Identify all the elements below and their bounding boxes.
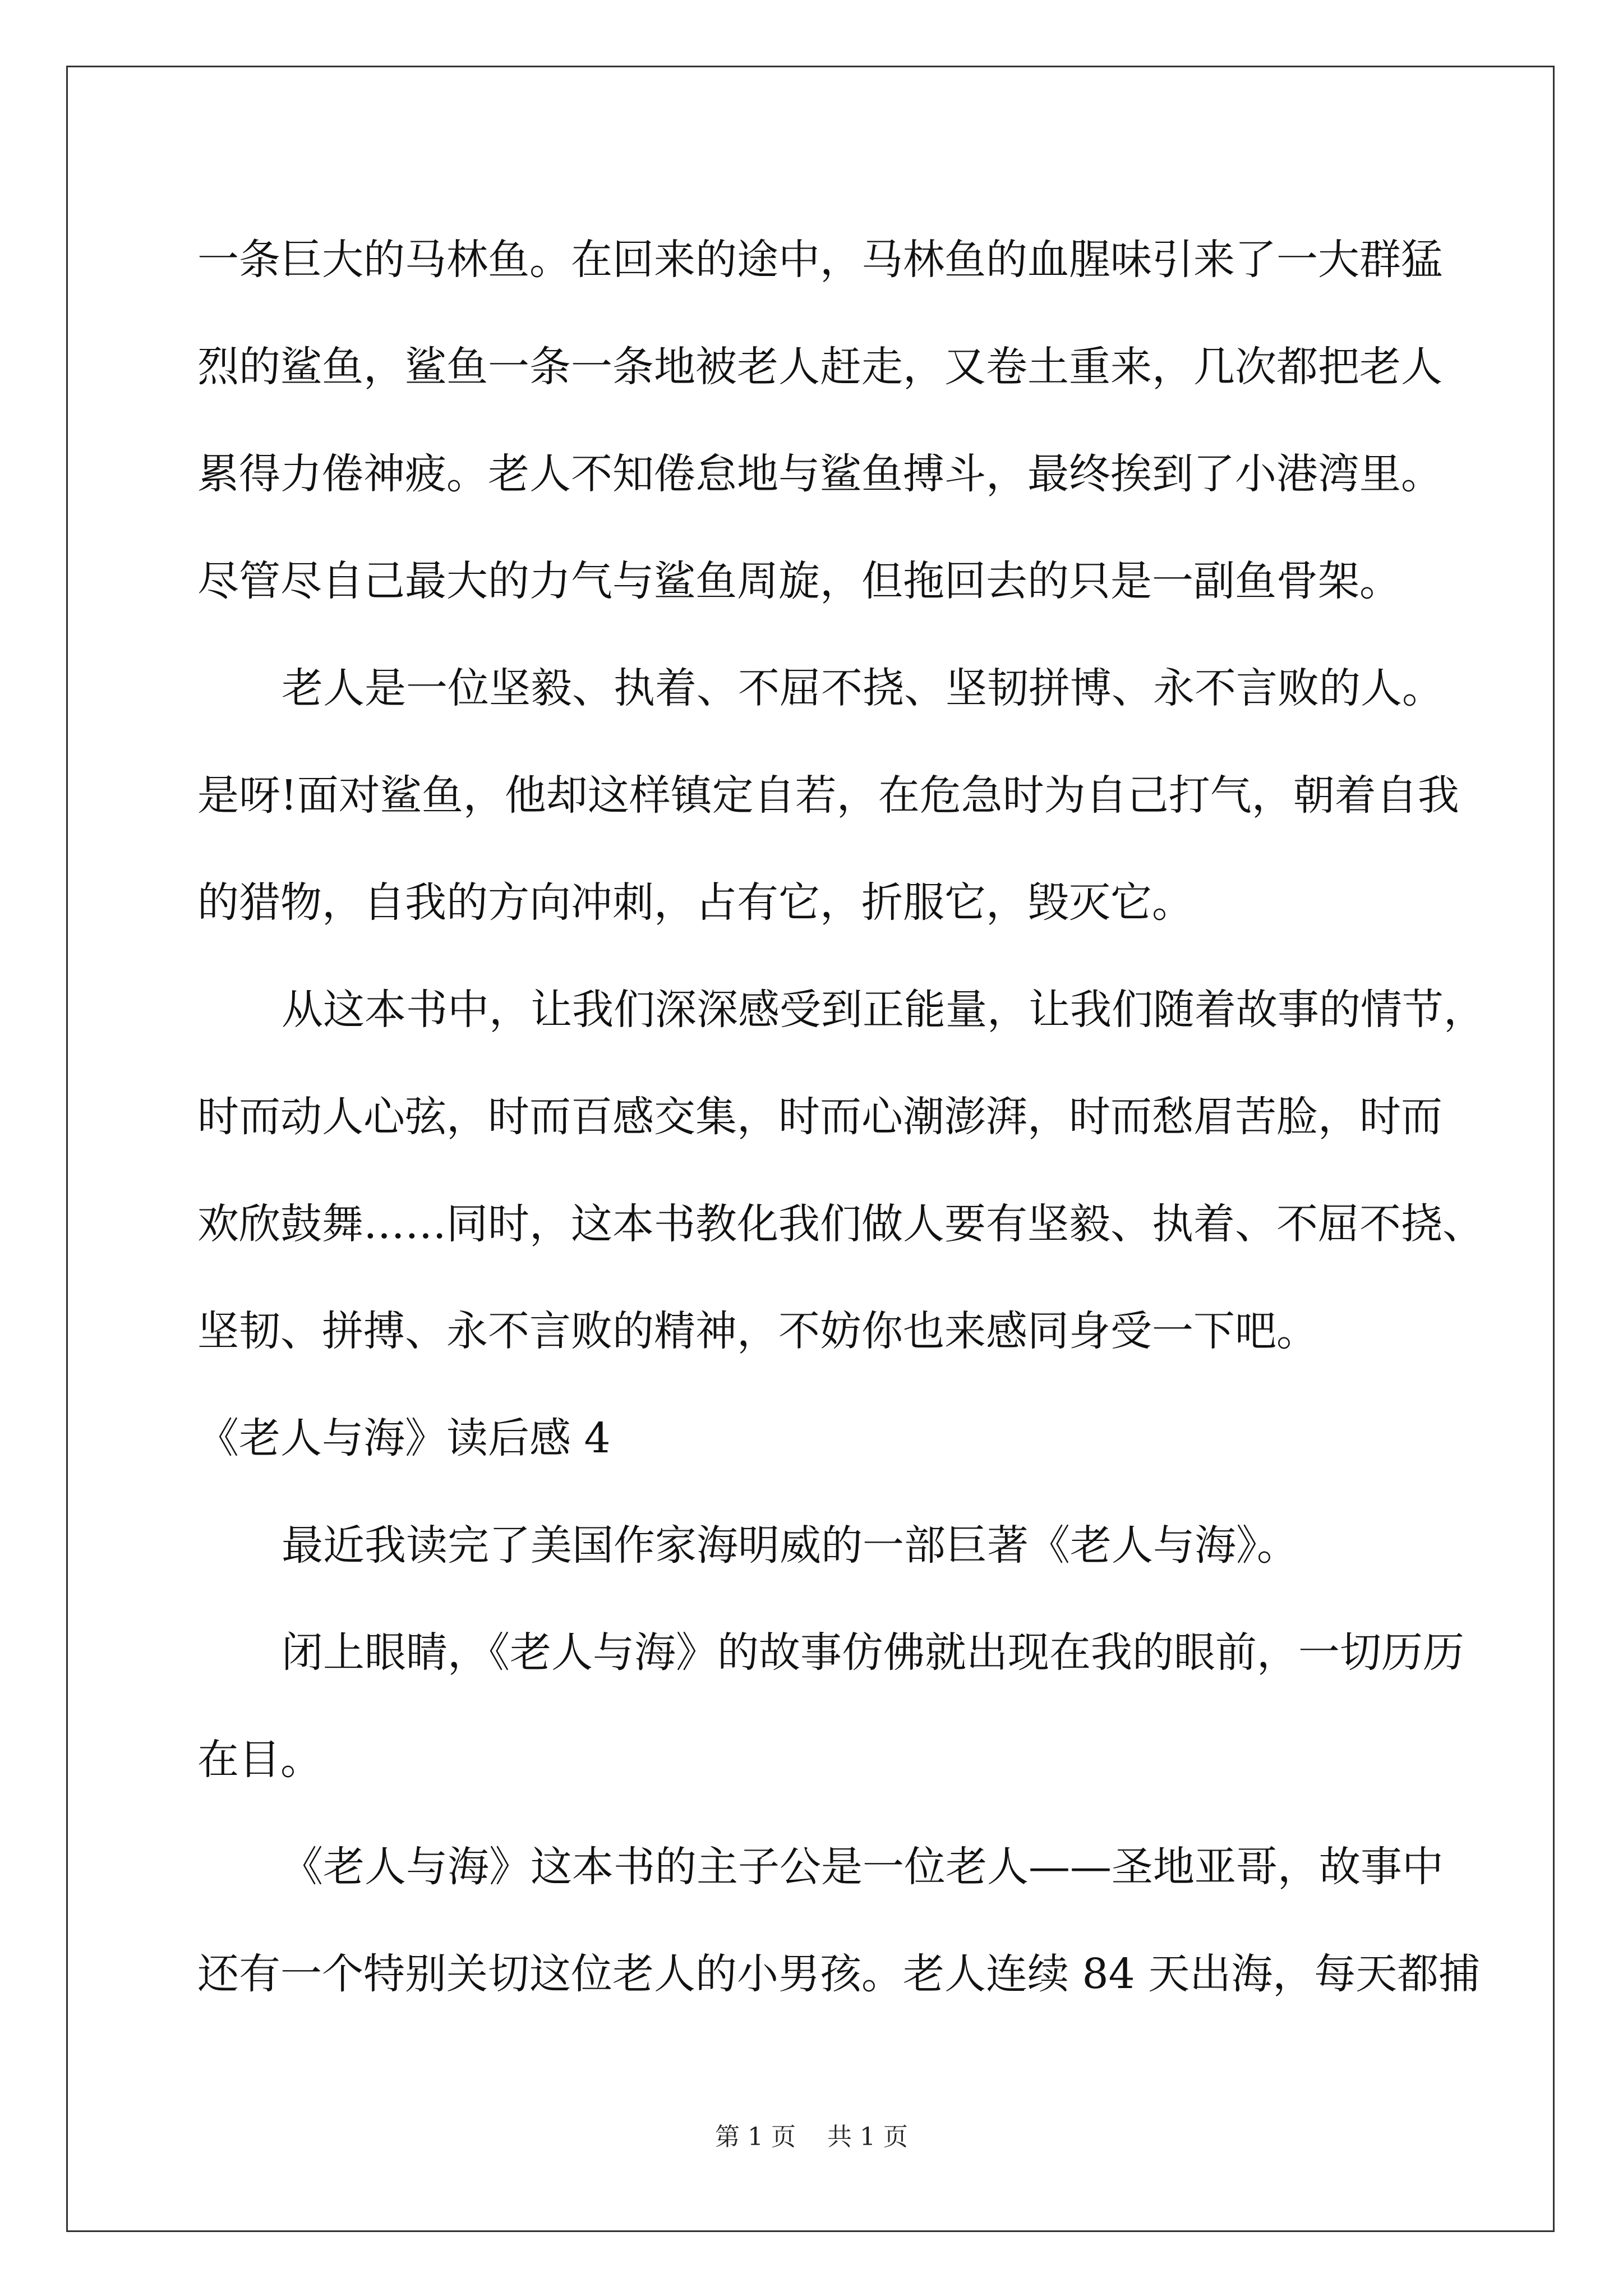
- paragraph-line: 最近我读完了美国作家海明威的一部巨著《老人与海》。: [282, 1521, 1298, 1570]
- paragraph-line: 的猎物，自我的方向冲刺，占有它，折服它，毁灭它。: [197, 878, 1193, 927]
- paragraph-line: 是呀!面对鲨鱼，他却这样镇定自若，在危急时为自己打气，朝着自我: [197, 771, 1459, 820]
- paragraph-line: 在目。: [197, 1736, 322, 1784]
- paragraph-line: 时而动人心弦，时而百感交集，时而心潮澎湃，时而愁眉苦脸，时而: [197, 1093, 1442, 1141]
- paragraph-line: 尽管尽自己最大的力气与鲨鱼周旋，但拖回去的只是一副鱼骨架。: [197, 557, 1401, 605]
- paragraph-line: 还有一个特别关切这位老人的小男孩。老人连续 84 天出海，每天都捕: [197, 1950, 1481, 1998]
- paragraph-line: 闭上眼睛，《老人与海》的故事仿佛就出现在我的眼前，一切历历: [282, 1628, 1464, 1677]
- paragraph-line: 欢欣鼓舞……同时，这本书教化我们做人要有坚毅、执着、不屈不挠、: [197, 1200, 1484, 1248]
- paragraph-line: 一条巨大的马林鱼。在回来的途中，马林鱼的血腥味引来了一大群猛: [197, 236, 1442, 284]
- paragraph-line: 烈的鲨鱼，鲨鱼一条一条地被老人赶走，又卷土重来，几次都把老人: [197, 343, 1442, 391]
- paragraph-line: 从这本书中，让我们深深感受到正能量，让我们随着故事的情节，: [282, 986, 1485, 1034]
- document-body: [197, 206, 1485, 2028]
- paragraph-line: 《老人与海》这本书的主子公是一位老人——圣地亚哥，故事中: [282, 1843, 1444, 1891]
- paragraph-line: 坚韧、拼搏、永不言败的精神，不妨你也来感同身受一下吧。: [197, 1307, 1318, 1355]
- section-heading: 《老人与海》读后感 4: [197, 1414, 611, 1462]
- paragraph-line: 累得力倦神疲。老人不知倦怠地与鲨鱼搏斗，最终挨到了小港湾里。: [197, 450, 1442, 498]
- paragraph-line: 老人是一位坚毅、执着、不屈不挠、坚韧拼博、永不言败的人。: [282, 664, 1444, 712]
- page-footer: 第 1 页 共 1 页: [715, 2123, 908, 2151]
